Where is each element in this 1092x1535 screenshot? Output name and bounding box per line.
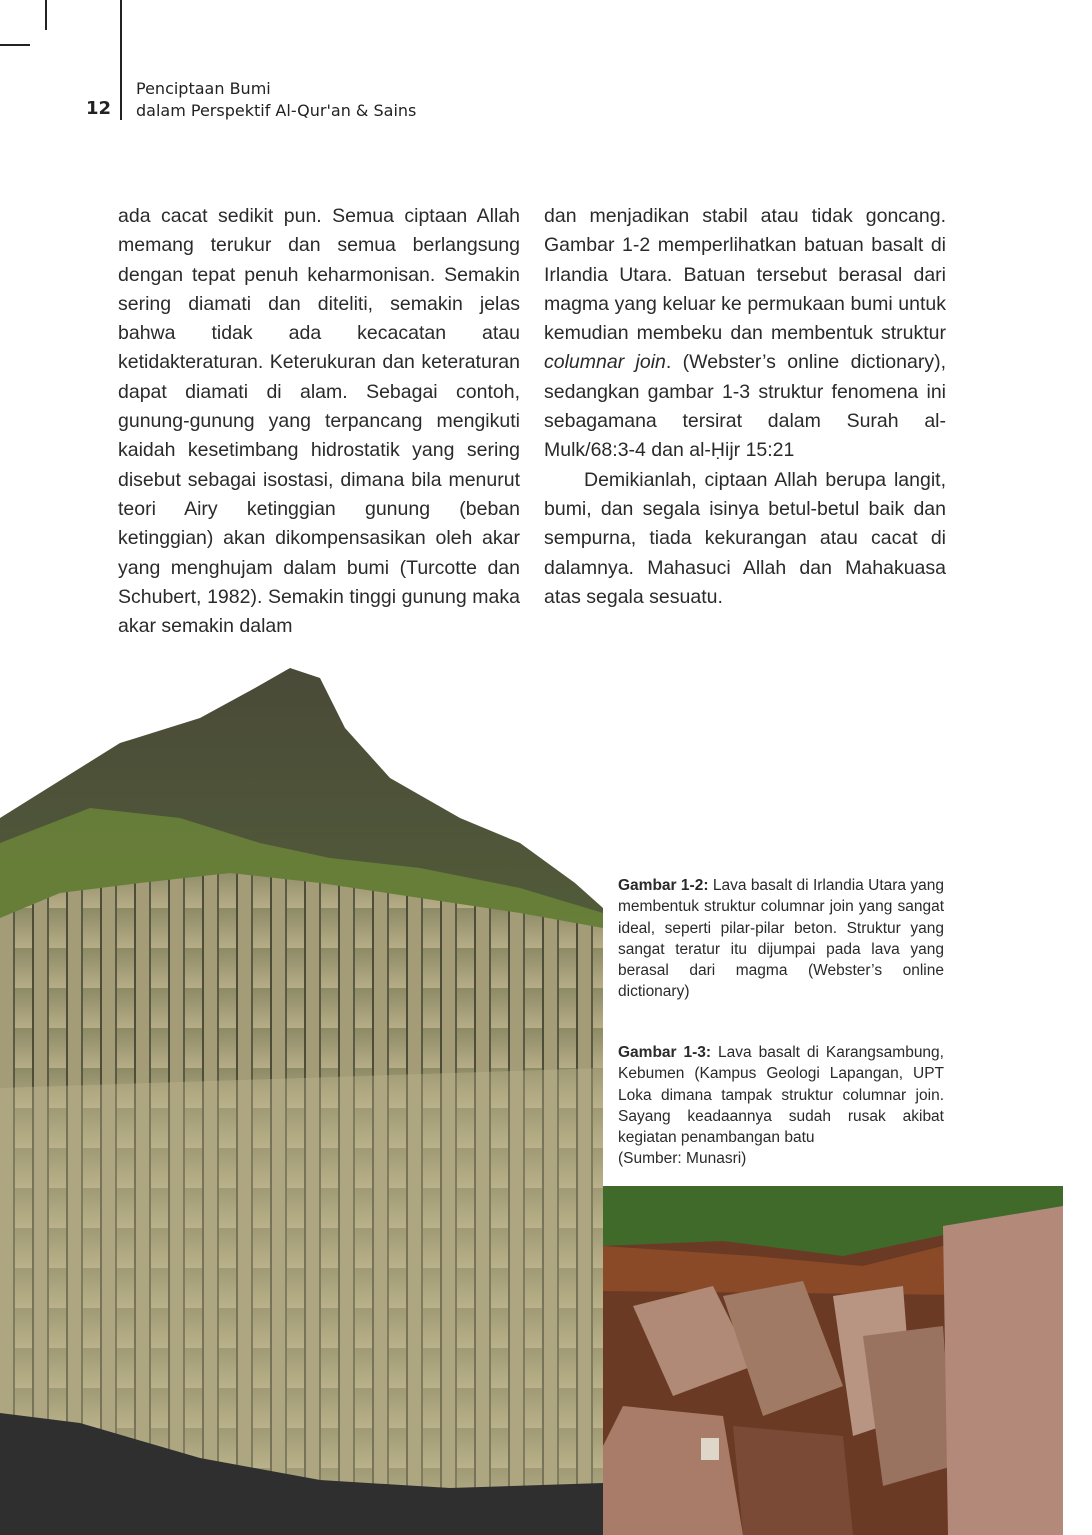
caption-source: (Sumber: Munasri)	[618, 1150, 747, 1168]
running-head-line1: Penciptaan Bumi	[136, 79, 271, 98]
running-head	[136, 78, 416, 122]
body-column-left	[118, 202, 520, 641]
italic-term: columnar join	[544, 351, 666, 374]
header-rule	[120, 0, 122, 120]
paragraph-text: . (Webster’s online dictionary), sedangkan gambar 1-3 struktur fenomena ini sebagamana tersirat dalam Surah al-Mulk/68:3-4 dan al-Ḥijr 15:21	[544, 351, 946, 462]
body-paragraph-right-1	[544, 202, 946, 466]
figure-label: Gambar 1-2:	[618, 877, 709, 894]
body-paragraph-right-2: Demikianlah, ciptaan Allah berupa langit, bumi, dan segala isinya betul-betul baik dan sempurna, tiada kekurangan atau cacat di dalamnya. Mahasuci Allah dan Mahakuasa atas segala sesuatu.	[544, 468, 946, 608]
page-number: 12	[86, 98, 112, 119]
basalt-columns-photo	[0, 668, 603, 1535]
crop-mark-vertical	[45, 0, 47, 30]
figure-label: Gambar 1-3:	[618, 1044, 712, 1061]
karangsambung-basalt-photo	[603, 1186, 1063, 1535]
caption-text: Lava basalt di Karangsambung, Kebumen (Kampus Geologi Lapangan, UPT Loka dimana tampak struktur columnar join. Sayang keadaannya sudah rusak akibat kegiatan penambangan batu	[618, 1044, 944, 1147]
paragraph-text: dan menjadikan stabil atau tidak goncang. Gambar 1-2 memperlihatkan batuan basalt di Irlandia Utara. Batuan tersebut berasal dari magma yang keluar ke permukaan bumi untuk kemudian membeku dan membentuk struktur	[544, 205, 946, 345]
body-column-right	[544, 202, 946, 612]
figure-caption-1-3	[618, 1042, 944, 1170]
body-paragraph-left: ada cacat sedikit pun. Semua ciptaan Allah memang terukur dan semua berlangsung dengan tepat penuh keharmonisan. Semakin sering diamati dan diteliti, semakin jelas bahwa tidak ada kecacatan atau ketidakteraturan. Keterukuran dan keteraturan dapat diamati di alam. Sebagai contoh, gunung-gunung yang terpancang mengikuti kaidah kesetimbang hidrostatik yang sering disebut sebagai isostasi, dimana bila menurut teori Airy ketinggian gunung (beban ketinggian) akan dikompensasikan oleh akar yang menghujam dalam bumi (Turcotte dan Schubert, 1982). Semakin tinggi gunung maka akar semakin dalam	[118, 205, 520, 638]
crop-mark-horizontal	[0, 44, 30, 46]
figure-caption-1-2	[618, 875, 944, 1003]
caption-text: Lava basalt di Irlandia Utara yang membentuk struktur columnar join yang sangat ideal, seperti pilar-pilar beton. Struktur yang sangat teratur itu dijumpai pada lava yang berasal dari magma (Webster’s online dictionary)	[618, 877, 944, 1001]
running-head-line2: dalam Perspektif Al-Qur'an & Sains	[136, 101, 417, 120]
